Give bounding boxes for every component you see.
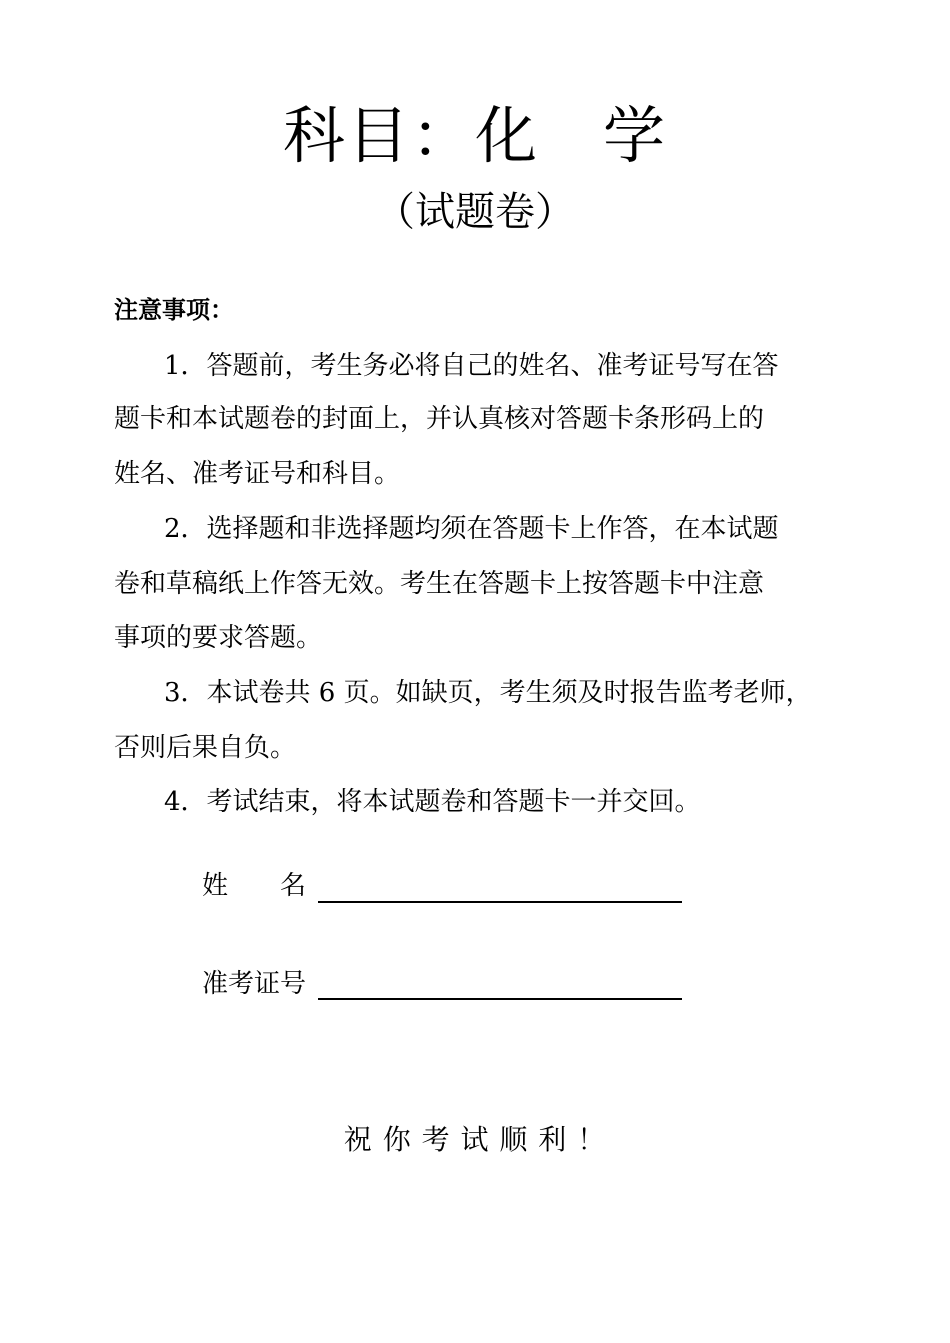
notice-line: 姓名、准考证号和科目。 [114,459,401,489]
exam-subject-title: 科目：化 学 [282,99,667,172]
exam-paper-subtitle: （试题卷） [375,189,575,235]
notice-line: 4．考试结束，将本试题卷和答题卡一并交回。 [164,787,701,817]
notice-line: 3．本试卷共 6 页。如缺页，考生须及时报告监考老师， [164,678,812,708]
admission-number-field-label: 准考证号 [202,969,307,999]
notice-heading: 注意事项： [114,296,234,324]
notice-line: 事项的要求答题。 [114,623,323,653]
notice-line: 1．答题前，考生务必将自己的姓名、准考证号写在答 [164,351,779,381]
notice-line: 卷和草稿纸上作答无效。考生在答题卡上按答题卡中注意 [114,569,765,599]
admission-number-field-line [318,998,682,1000]
notice-line: 2．选择题和非选择题均须在答题卡上作答，在本试题 [164,514,779,544]
name-field-label: 姓 名 [202,871,307,901]
good-luck-message: 祝 你 考 试 顺 利 ！ [343,1123,607,1156]
notice-line: 否则后果自负。 [114,733,297,763]
name-field-line [318,901,682,903]
notice-line: 题卡和本试题卷的封面上，并认真核对答题卡条形码上的 [114,404,765,434]
